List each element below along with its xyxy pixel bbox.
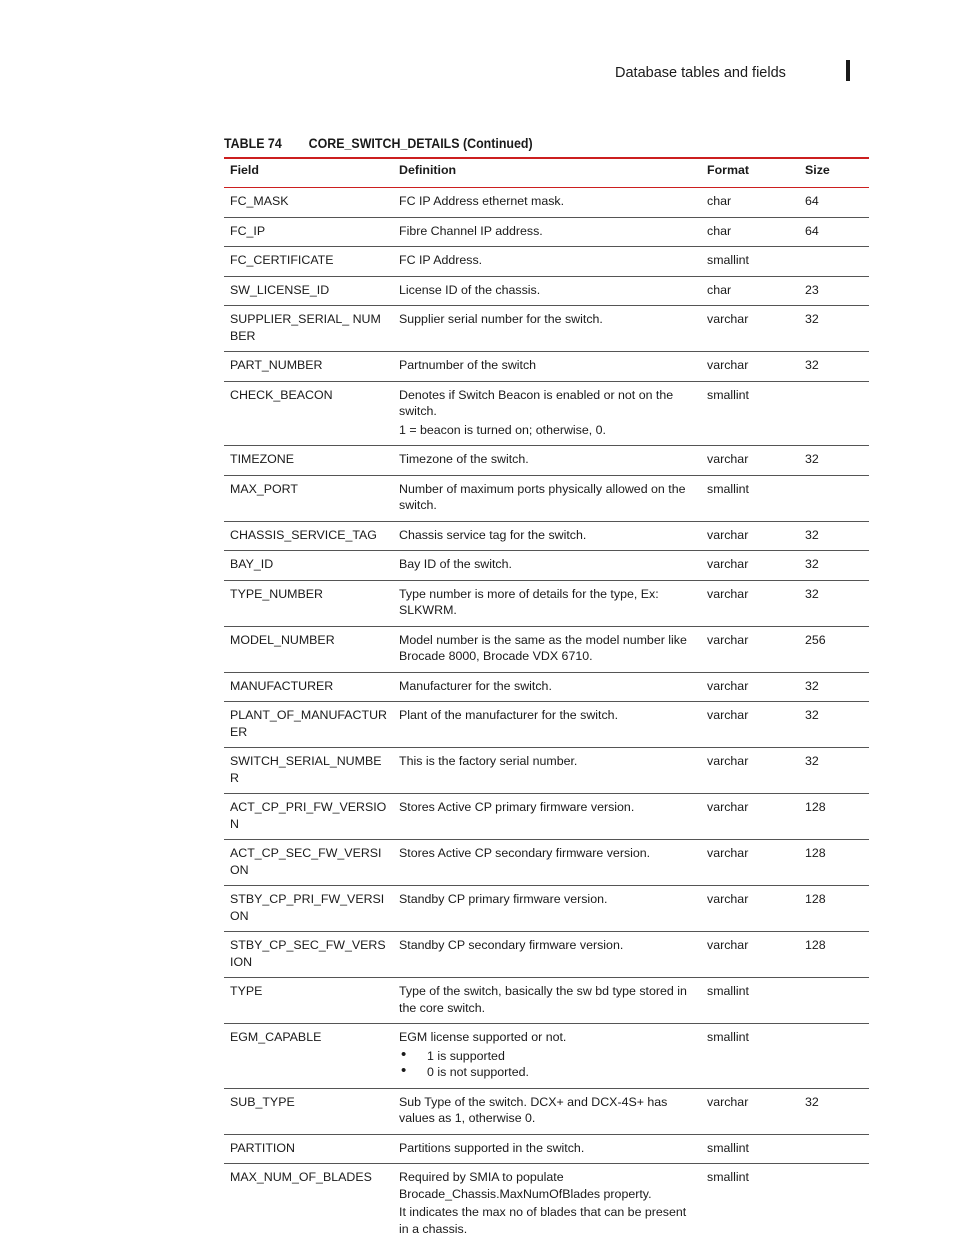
core-switch-details-table: [224, 157, 869, 1244]
size-cell: 64: [799, 217, 869, 247]
table-row: [224, 794, 869, 840]
field-name-cell: TYPE: [224, 978, 393, 1024]
header-marker-bar: [846, 60, 850, 81]
field-name-cell: STBY_CP_SEC_FW_VERSION: [224, 932, 393, 978]
size-cell: 23: [799, 276, 869, 306]
definition-cell: [393, 1134, 701, 1164]
definition-cell: [393, 352, 701, 382]
definition-cell: [393, 276, 701, 306]
format-cell: varchar: [701, 932, 799, 978]
table-caption: [224, 136, 533, 151]
table-row: [224, 840, 869, 886]
table-row: [224, 748, 869, 794]
definition-cell: [393, 188, 701, 218]
table-row: [224, 978, 869, 1024]
table-row: [224, 1088, 869, 1134]
table-row: [224, 1164, 869, 1244]
definition-text: License ID of the chassis.: [399, 282, 695, 299]
format-cell: char: [701, 217, 799, 247]
column-header-definition: Definition: [393, 158, 701, 188]
definition-text: Standby CP secondary firmware version.: [399, 937, 695, 954]
format-cell: varchar: [701, 626, 799, 672]
definition-cell: [393, 1088, 701, 1134]
format-cell: char: [701, 188, 799, 218]
definition-text: EGM license supported or not.: [399, 1029, 695, 1046]
running-header-title: Database tables and fields: [615, 65, 786, 81]
field-name-cell: ACT_CP_PRI_FW_VERSION: [224, 794, 393, 840]
format-cell: varchar: [701, 672, 799, 702]
size-cell: 32: [799, 580, 869, 626]
field-name-cell: FC_IP: [224, 217, 393, 247]
definition-text: Stores Active CP secondary firmware version.: [399, 845, 695, 862]
format-cell: varchar: [701, 580, 799, 626]
definition-cell: [393, 702, 701, 748]
field-name-cell: MAX_PORT: [224, 475, 393, 521]
definition-text: Required by SMIA to populate Brocade_Chassis.MaxNumOfBlades property.: [399, 1169, 695, 1202]
size-cell: [799, 1164, 869, 1244]
table-row: [224, 886, 869, 932]
size-cell: 128: [799, 932, 869, 978]
table-row: [224, 247, 869, 277]
definition-bullet-item: • 0 is not supported.: [399, 1064, 695, 1081]
definition-cell: [393, 626, 701, 672]
definition-text: This is the factory serial number.: [399, 753, 695, 770]
field-name-cell: MAX_NUM_OF_BLADES: [224, 1164, 393, 1244]
table-body: [224, 188, 869, 1244]
definition-cell: [393, 672, 701, 702]
definition-text: Type of the switch, basically the sw bd type stored in the core switch.: [399, 983, 695, 1016]
field-name-cell: TYPE_NUMBER: [224, 580, 393, 626]
definition-cell: [393, 306, 701, 352]
definition-cell: [393, 247, 701, 277]
size-cell: 32: [799, 702, 869, 748]
table-row: [224, 521, 869, 551]
definition-cell: [393, 748, 701, 794]
table-header-row: [224, 158, 869, 188]
size-cell: 64: [799, 188, 869, 218]
definition-text: It indicates the max no of blades that can be present in a chassis.: [399, 1204, 695, 1237]
column-header-size: Size: [799, 158, 869, 188]
size-cell: 32: [799, 352, 869, 382]
size-cell: 128: [799, 886, 869, 932]
field-name-cell: PARTITION: [224, 1134, 393, 1164]
field-name-cell: MANUFACTURER: [224, 672, 393, 702]
field-name-cell: FC_CERTIFICATE: [224, 247, 393, 277]
size-cell: 32: [799, 672, 869, 702]
definition-text: Stores Active CP primary firmware version.: [399, 799, 695, 816]
size-cell: 128: [799, 840, 869, 886]
definition-text: FC IP Address ethernet mask.: [399, 193, 695, 210]
format-cell: varchar: [701, 551, 799, 581]
size-cell: [799, 1134, 869, 1164]
table-number: TABLE 74: [224, 136, 309, 151]
table-row: [224, 446, 869, 476]
format-cell: varchar: [701, 840, 799, 886]
field-name-cell: SWITCH_SERIAL_NUMBER: [224, 748, 393, 794]
table-row: [224, 352, 869, 382]
definition-cell: [393, 1164, 701, 1244]
definition-text: Partnumber of the switch: [399, 357, 695, 374]
field-name-cell: ACT_CP_SEC_FW_VERSION: [224, 840, 393, 886]
definition-cell: [393, 551, 701, 581]
definition-text: Fibre Channel IP address.: [399, 223, 695, 240]
definition-text: Model number is the same as the model number like Brocade 8000, Brocade VDX 6710.: [399, 632, 695, 665]
size-cell: [799, 381, 869, 446]
format-cell: smallint: [701, 247, 799, 277]
table-row: [224, 580, 869, 626]
table-row: [224, 702, 869, 748]
table-row: [224, 1134, 869, 1164]
definition-cell: [393, 886, 701, 932]
definition-text: Timezone of the switch.: [399, 451, 695, 468]
definition-text: Number of maximum ports physically allowed on the switch.: [399, 481, 695, 514]
field-name-cell: EGM_CAPABLE: [224, 1024, 393, 1089]
column-header-format: Format: [701, 158, 799, 188]
definition-text: Plant of the manufacturer for the switch.: [399, 707, 695, 724]
field-name-cell: STBY_CP_PRI_FW_VERSION: [224, 886, 393, 932]
table-row: [224, 672, 869, 702]
field-name-cell: CHASSIS_SERVICE_TAG: [224, 521, 393, 551]
size-cell: 32: [799, 521, 869, 551]
field-name-cell: MODEL_NUMBER: [224, 626, 393, 672]
table-row: [224, 932, 869, 978]
size-cell: [799, 1024, 869, 1089]
size-cell: 32: [799, 748, 869, 794]
format-cell: varchar: [701, 748, 799, 794]
definition-text: Type number is more of details for the type, Ex: SLKWRM.: [399, 586, 695, 619]
size-cell: 32: [799, 306, 869, 352]
table-row: [224, 381, 869, 446]
format-cell: smallint: [701, 475, 799, 521]
format-cell: varchar: [701, 352, 799, 382]
definition-cell: [393, 217, 701, 247]
definition-text: Manufacturer for the switch.: [399, 678, 695, 695]
table-row: [224, 217, 869, 247]
format-cell: smallint: [701, 381, 799, 446]
size-cell: 32: [799, 551, 869, 581]
format-cell: smallint: [701, 978, 799, 1024]
table-row: [224, 188, 869, 218]
format-cell: smallint: [701, 1134, 799, 1164]
size-cell: 256: [799, 626, 869, 672]
definition-cell: [393, 475, 701, 521]
definition-text: Chassis service tag for the switch.: [399, 527, 695, 544]
table-row: [224, 276, 869, 306]
format-cell: smallint: [701, 1024, 799, 1089]
definition-cell: [393, 932, 701, 978]
field-name-cell: FC_MASK: [224, 188, 393, 218]
format-cell: smallint: [701, 1164, 799, 1244]
definition-text: Supplier serial number for the switch.: [399, 311, 695, 328]
field-name-cell: PLANT_OF_MANUFACTURER: [224, 702, 393, 748]
size-cell: [799, 475, 869, 521]
size-cell: 32: [799, 446, 869, 476]
definition-cell: [393, 1024, 701, 1089]
size-cell: 128: [799, 794, 869, 840]
definition-cell: [393, 521, 701, 551]
definition-text: Sub Type of the switch. DCX+ and DCX-4S+ has values as 1, otherwise 0.: [399, 1094, 695, 1127]
field-name-cell: SW_LICENSE_ID: [224, 276, 393, 306]
field-name-cell: SUPPLIER_SERIAL_ NUMBER: [224, 306, 393, 352]
definition-cell: [393, 446, 701, 476]
definition-text: Denotes if Switch Beacon is enabled or not on the switch.: [399, 387, 695, 420]
field-name-cell: SUB_TYPE: [224, 1088, 393, 1134]
format-cell: char: [701, 276, 799, 306]
format-cell: varchar: [701, 886, 799, 932]
definition-cell: [393, 580, 701, 626]
field-name-cell: PART_NUMBER: [224, 352, 393, 382]
column-header-field: Field: [224, 158, 393, 188]
definition-cell: [393, 978, 701, 1024]
definition-cell: [393, 840, 701, 886]
table-row: [224, 475, 869, 521]
table-row: [224, 306, 869, 352]
table-title: CORE_SWITCH_DETAILS (Continued): [309, 136, 533, 151]
definition-bullet-item: • 1 is supported: [399, 1048, 695, 1065]
format-cell: varchar: [701, 521, 799, 551]
definition-text: 1 = beacon is turned on; otherwise, 0.: [399, 422, 695, 439]
size-cell: 32: [799, 1088, 869, 1134]
definition-bullet-list: [399, 1048, 695, 1081]
format-cell: varchar: [701, 794, 799, 840]
definition-text: FC IP Address.: [399, 252, 695, 269]
definition-cell: [393, 794, 701, 840]
table-row: [224, 626, 869, 672]
format-cell: varchar: [701, 1088, 799, 1134]
definition-text: Bay ID of the switch.: [399, 556, 695, 573]
table-row: [224, 1024, 869, 1089]
format-cell: varchar: [701, 306, 799, 352]
format-cell: varchar: [701, 702, 799, 748]
size-cell: [799, 978, 869, 1024]
field-name-cell: TIMEZONE: [224, 446, 393, 476]
size-cell: [799, 247, 869, 277]
table-row: [224, 551, 869, 581]
field-name-cell: BAY_ID: [224, 551, 393, 581]
definition-text: Partitions supported in the switch.: [399, 1140, 695, 1157]
field-name-cell: CHECK_BEACON: [224, 381, 393, 446]
definition-text: Standby CP primary firmware version.: [399, 891, 695, 908]
definition-cell: [393, 381, 701, 446]
format-cell: varchar: [701, 446, 799, 476]
